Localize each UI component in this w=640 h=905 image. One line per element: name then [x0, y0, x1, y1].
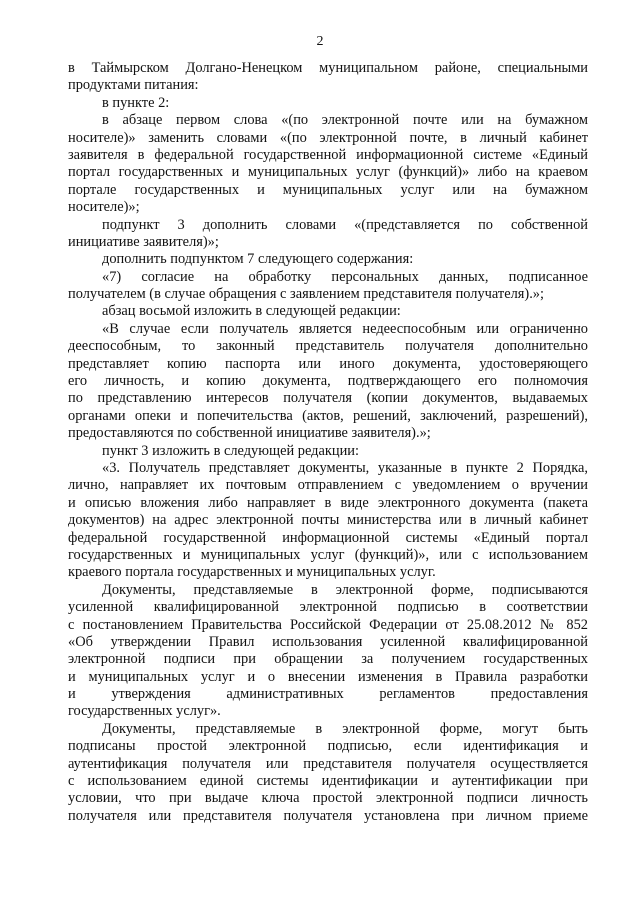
text-line: с использованием единой системы идентификации и аутентификации при [68, 773, 588, 790]
text-line: дееспособным, то законный представитель получателя дополнительно [68, 338, 588, 355]
page-number: 2 [316, 34, 324, 49]
text-line: получателем (в случае обращения с заявлением представителя получателя).»; [68, 286, 544, 303]
text-line: в Таймырском Долгано-Ненецком муниципальном районе, специальными [68, 60, 588, 76]
text-line: государственных услуг». [68, 703, 221, 720]
text-line: усиленной квалифицированной электронной подписью в соответствии [68, 599, 588, 616]
text-line: продуктами питания: [68, 77, 199, 94]
text-line: инициативе заявителя)»; [68, 233, 219, 250]
text-line: носителе)» заменить словами «(по электронной почте, в личный кабинет [68, 129, 588, 146]
text-line: портал государственных и муниципальных услуг (функций)» либо на краевом [68, 164, 588, 181]
text-line: пункт 3 изложить в следующей редакции: [102, 442, 359, 459]
text-line: его личность, и копию документа, подтверждающего его полномочия [68, 373, 588, 390]
text-line: электронной подписи при обращении за получением государственных [68, 651, 588, 668]
text-line: и описью вложения либо направляет в виде электронного документа (пакета [68, 494, 588, 511]
text-line: органами опеки и попечительства (актов, решений, заключений, разрешений), [68, 407, 588, 424]
text-line: Документы, представляемые в электронной форме, подписываются [102, 581, 588, 598]
text-line: федеральной государственной информационной системы «Единый портал [68, 529, 588, 546]
text-line: и утверждения административных регламентов предоставления [68, 686, 588, 703]
text-line: лично, направляет их почтовым отправлением с уведомлением о вручении [68, 477, 588, 494]
text-line: государственных и муниципальных услуг (функций)», или с использованием [68, 546, 588, 563]
text-line: краевого портала государственных и муниципальных услуг. [68, 564, 436, 581]
text-line: портале государственных и муниципальных услуг или на бумажном [68, 181, 588, 198]
document-body [68, 60, 588, 825]
text-line: подпункт 3 дополнить словами «(представляется по собственной [102, 216, 588, 233]
text-line: предоставляются по собственной инициативе заявителя).»; [68, 425, 431, 442]
text-line: получателя или представителя получателя установлена при личном приеме [68, 807, 588, 824]
text-line: в пункте 2: [102, 94, 170, 111]
text-line: заявителя в федеральной государственной информационной системе «Единый [68, 146, 588, 163]
text-line: «Об утверждении Правил использования усиленной квалифицированной [68, 633, 588, 650]
text-line: носителе)»; [68, 199, 140, 216]
text-line: дополнить подпунктом 7 следующего содержания: [102, 251, 414, 268]
text-line: условии, что при выдаче ключа простой электронной подписи личность [68, 790, 588, 807]
text-line: по представлению интересов получателя (копии документов, выдаваемых [68, 390, 588, 407]
text-line: с постановлением Правительства Российской Федерации от 25.08.2012 № 852 [68, 616, 588, 633]
text-line: аутентификация получателя или представителя получателя осуществляется [68, 755, 588, 772]
text-line: Документы, представляемые в электронной форме, могут быть [102, 720, 588, 737]
text-line: «3. Получатель представляет документы, указанные в пункте 2 Порядка, [102, 459, 588, 476]
text-line: и муниципальных услуг и о внесении изменения в Правила разработки [68, 668, 588, 685]
text-line: в абзаце первом слова «(по электронной почте или на бумажном [102, 112, 588, 129]
text-line: абзац восьмой изложить в следующей редакции: [102, 303, 401, 320]
text-line: подписаны простой электронной подписью, если идентификация и [68, 738, 588, 755]
text-line: представляет копию паспорта или иного документа, удостоверяющего [68, 355, 588, 372]
text-line: «7) согласие на обработку персональных данных, подписанное [102, 268, 588, 285]
text-line: документов) на адрес электронной почты министерства или в личный кабинет [68, 512, 588, 529]
text-line: «В случае если получатель является недееспособным или ограниченно [102, 320, 588, 337]
